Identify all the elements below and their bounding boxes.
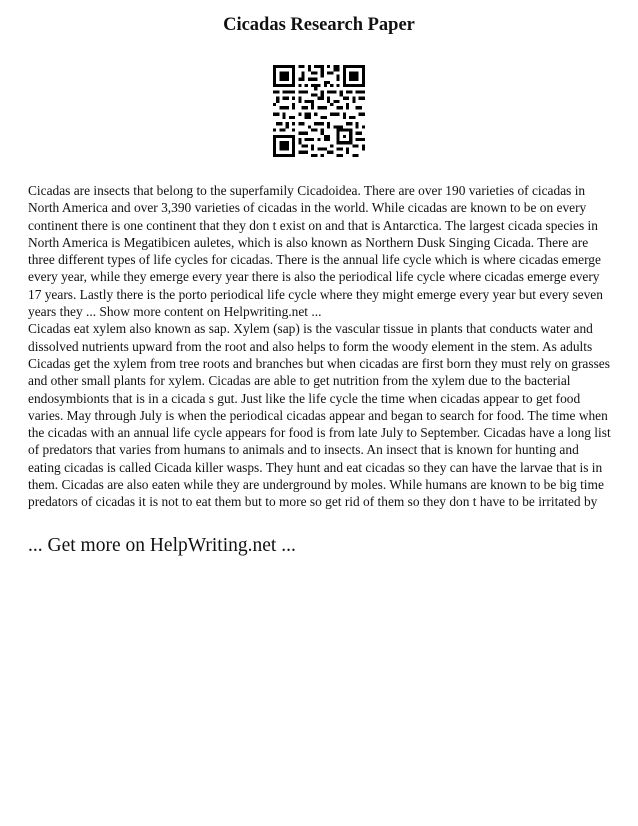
body-text xyxy=(28,182,614,511)
paragraph: Cicadas are insects that belong to the superfamily Cicadoidea. There are over 190 varieties of cicadas in North America and over 3,390 varieties of cicadas in the world. While cicadas are known to be on every continent there is one continent that they don t exist on and that is Antarctica. The largest cicada species in North America is Megatibicen auletes, which is also known as Northern Dusk Singing Cicada. There are three different types of life cycles for cicadas. There is the annual life cycle which is where cicadas emerge every year, while they emerge every year there is also the periodical life cycle where cicadas emerge every 17 years. Lastly there is the porto periodical life cycle where they might emerge every year but every seven years they ... Show more content on Helpwriting.net ... xyxy=(28,183,603,320)
paragraph: Cicadas eat xylem also known as sap. Xylem (sap) is the vascular tissue in plants that conducts water and dissolved nutrients upward from the root and also helps to form the woody element in the stem. As adults Cicadas get the xylem from tree roots and branches but when cicadas are first born they must rely on grasses and other small plants for xylem. Cicadas are able to get nutrition from the xylem due to the bacterial endosymbionts that is in a cicada s gut. Just like the life cycle the time when cicadas appear to get food varies. May through July is when the periodical cicadas appear and began to search for food. The time when the cicadas with an annual life cycle appears for food is from late July to September. Cicadas have a long list of predators that varies from humans to animals and to insects. An insect that is known for hunting and eating cicadas is called Cicada killer wasps. They hunt and eat cicadas so they can have the larvae that is in them. Cicadas are also eaten while they are underground by moles. While humans are known to be big time predators of cicadas it is not to eat them but to more so get rid of them so they don t have to be irritated by xyxy=(28,321,611,510)
qr-code-icon xyxy=(273,65,365,157)
get-more-link[interactable]: ... Get more on HelpWriting.net ... xyxy=(28,535,296,556)
page-title: Cicadas Research Paper xyxy=(223,15,415,35)
